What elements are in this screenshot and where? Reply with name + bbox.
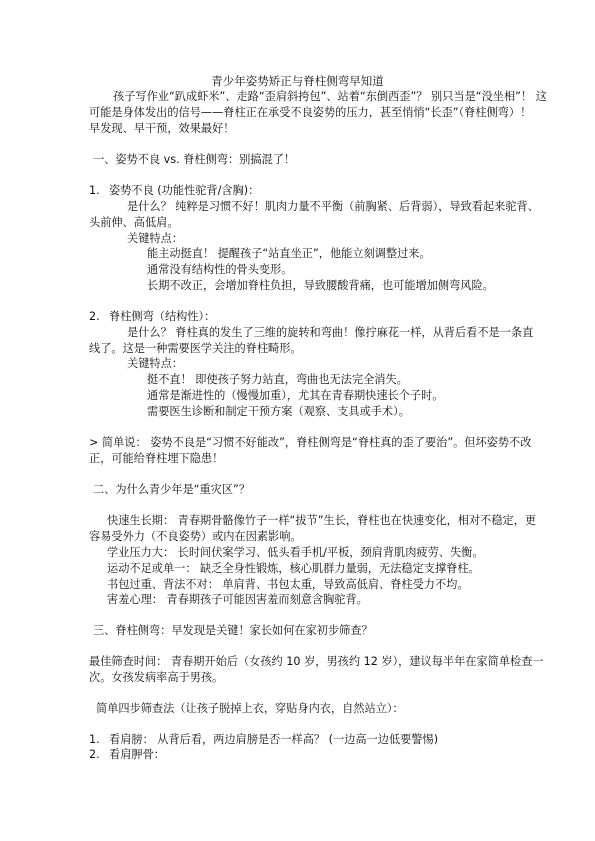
list-number: 1. (89, 184, 100, 197)
document-title: 青少年姿势矫正与脊柱侧弯早知道 (211, 74, 384, 88)
key-point: 通常是渐进性的（慢慢加重），尤其在青春期快速长个子时。 (147, 389, 444, 402)
reason-line: 书包过重、背法不对： 单肩背、书包太重，导致高低肩、脊柱受力不均。 (107, 578, 469, 591)
key-points-label: 关键特点： (127, 232, 183, 245)
list-number: 2. (89, 748, 100, 761)
item-body-line: 是什么？ 脊柱真的发生了三维的旋转和弯曲！像拧麻花一样，从背后看不是一条直 (127, 326, 534, 339)
screening-time-line: 最佳筛查时间： 青春期开始后（女孩约 10 岁，男孩约 12 岁），建议每半年在家简单检查一 (89, 655, 544, 668)
reason-line: 快速生长期： 青春期骨骼像竹子一样“拔节”生长，脊柱也在快速变化，相对不稳定，更 (107, 514, 537, 527)
key-point: 通常没有结构性的骨头变形。 (147, 263, 293, 276)
item-body-line: 线了。这是一种需要医学关注的脊柱畸形。 (89, 342, 302, 355)
screening-step: 看肩胛骨： (109, 748, 165, 761)
screening-step: 看肩膀： 从背后看，两边肩膀是否一样高？ (一边高一边低要警惕) (109, 733, 439, 746)
reason-line: 运动不足或单一： 缺乏全身性锻炼，核心肌群力量弱，无法稳定支撑脊柱。 (107, 562, 480, 575)
reason-line: 害羞心理： 青春期孩子可能因害羞而刻意含胸驼背。 (107, 593, 368, 606)
intro-line: 可能是身体发出的信号——脊柱正在承受不良姿势的压力，甚至悄悄“长歪”（脊柱侧弯）！ (89, 106, 532, 119)
reason-line: 容易受外力（不良姿势）或内在因素影响。 (89, 530, 302, 543)
screening-method: 简单四步筛查法（让孩子脱掉上衣，穿贴身内衣，自然站立）： (96, 702, 404, 715)
item-body-line: 头前伸、高低肩。 (89, 216, 179, 229)
intro-line: 早发现、早干预，效果最好！ (89, 122, 235, 135)
key-point: 能主动挺直！ 提醒孩子“站直坐正”，他能立刻调整过来。 (147, 247, 431, 260)
key-point: 挺不直！ 即使孩子努力站直，弯曲也无法完全消失。 (147, 373, 408, 386)
intro-line: 孩子写作业“趴成虾米”、走路“歪肩斜挎包”、站着“东倒西歪”？ 别只当是“没坐相”！ 这 (113, 90, 547, 103)
list-number: 2. (89, 310, 100, 323)
reason-line: 学业压力大： 长时间伏案学习、低头看手机/平板，颈肩背肌肉疲劳、失衡。 (107, 546, 484, 559)
section-heading: 一、姿势不良 vs. 脊柱侧弯：别搞混了！ (93, 153, 296, 166)
screening-time-line: 次。女孩发病率高于男孩。 (89, 671, 224, 684)
key-points-label: 关键特点： (127, 357, 183, 370)
summary-line: > 简单说： 姿势不良是“习惯不好能改”，脊柱侧弯是“脊柱真的歪了要治”。但坏姿势不改 (89, 436, 532, 449)
list-number: 1. (89, 733, 100, 746)
item-body-line: 是什么？ 纯粹是习惯不好！肌肉力量不平衡（前胸紧、后背弱），导致看起来驼背、 (127, 200, 539, 213)
summary-line: 正，可能给脊柱埋下隐患！ (89, 452, 224, 465)
item-title: 姿势不良 (功能性驼背/含胸)： (109, 184, 260, 197)
section-heading: 三、脊柱侧弯：早发现是关键！家长如何在家初步筛查？ (93, 624, 373, 637)
key-point: 长期不改正，会增加脊柱负担，导致腰酸背痛，也可能增加侧弯风险。 (147, 279, 494, 292)
key-point: 需要医生诊断和制定干预方案（观察、支具或手术）。 (147, 405, 410, 418)
item-title: 脊柱侧弯（结构性）： (109, 310, 216, 323)
section-heading: 二、为什么青少年是“重灾区”？ (93, 483, 251, 496)
